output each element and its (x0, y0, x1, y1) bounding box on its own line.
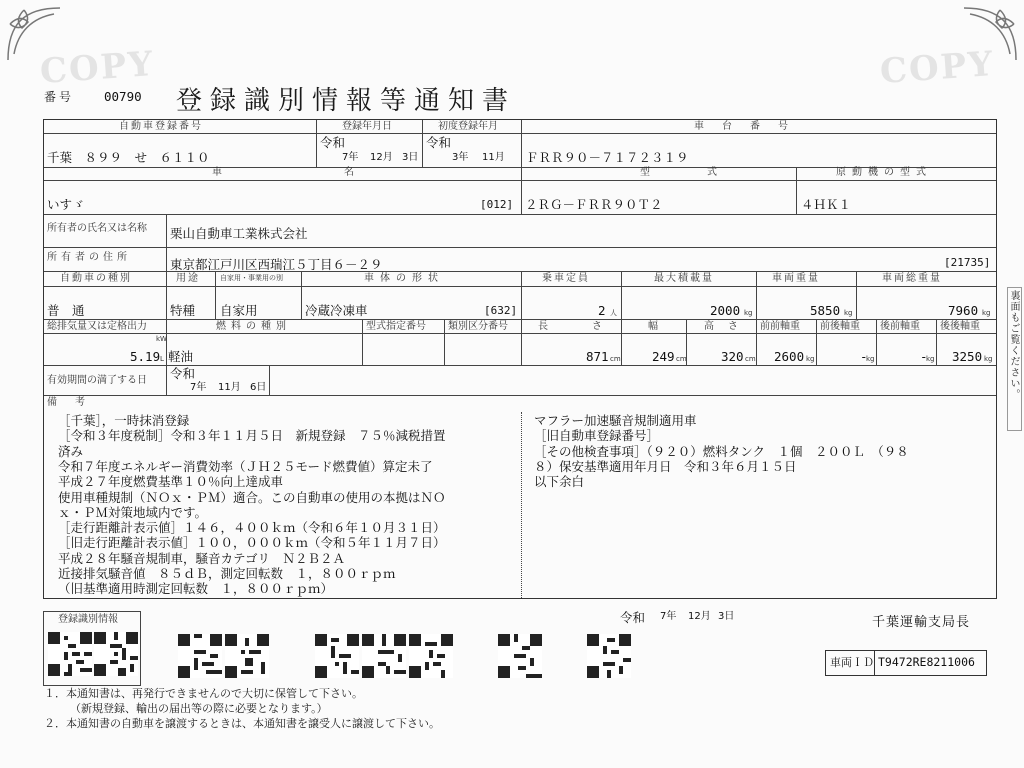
remark-line: ｘ・ＰＭ対策地域内です。 (58, 504, 208, 520)
model-type: ２ＲＧ－ＦＲＲ９０Ｔ２ (525, 197, 663, 212)
remarks-label: 備 考 (47, 397, 89, 408)
displacement-label: 総排気量又は定格出力 (47, 321, 147, 332)
front-front-axle-value: 2600 (774, 349, 805, 364)
type-designation-label: 型式指定番号 (366, 321, 426, 332)
length-unit: cm (610, 355, 621, 363)
issue-month: 12月 (688, 611, 711, 622)
note-1b: （新規登録、輸出の届出等の際に必要となります。） (70, 702, 328, 715)
rear-front-axle-unit: kg (926, 355, 935, 363)
front-rear-axle-value: - (860, 349, 868, 364)
reg-month: 12月 (370, 152, 393, 163)
fuel-type: 軽油 (168, 349, 194, 364)
vehicle-weight-label: 車両重量 (772, 273, 820, 284)
vehicle-id-label: 車両ＩＤ (830, 656, 874, 669)
purpose-label: 自家用・事業用の別 (220, 274, 283, 282)
remark-line: 使用車種規制（ＮＯｘ・ＰＭ）適合。この自動車の使用の本拠はＮＯ (58, 489, 446, 505)
model-label-1: 型 (640, 167, 652, 178)
qr-code-icon (362, 634, 406, 678)
body-shape: 冷蔵冷凍車 (305, 303, 368, 318)
remark-line: ［千葉］，一時抹消登録 (58, 413, 190, 428)
displacement-l-unit: L (160, 355, 164, 363)
rear-rear-axle-unit: kg (984, 355, 993, 363)
remark-line: 平成２８年騒音規制車，騒音カテゴリ Ｎ２Ｂ２Ａ (58, 550, 346, 566)
body-shape-code: [632] (484, 304, 518, 317)
qr-code-icon (48, 632, 92, 676)
displacement-kw-unit: kW (156, 335, 167, 343)
issue-era: 令和 (620, 610, 646, 625)
chassis-label: 車台番号 (694, 121, 806, 132)
qr-info-box (43, 611, 141, 686)
first-reg-label: 初度登録年月 (438, 121, 498, 132)
owner-name-label: 所有者の氏名又は名称 (47, 223, 147, 234)
vehicle-id-box (825, 650, 987, 676)
vehicle-class-label: 自動車の種別 (60, 273, 132, 284)
remark-line: ８）保安基準適用年月日 令和３年６月１５日 (534, 458, 797, 474)
owner-address-label: 所有者の住所 (47, 252, 131, 263)
remark-line: ［令和３年度税制］令和３年１１月５日 新規登録 ７５％減税措置 (58, 428, 446, 444)
vehicle-class: 普 通 (47, 303, 85, 318)
rear-front-axle-label: 後前軸重 (880, 321, 920, 332)
issuer-name: 千葉運輸支局長 (872, 615, 971, 630)
rear-rear-axle-label: 後後軸重 (940, 321, 980, 332)
remark-line: 以下余白 (534, 474, 585, 490)
model-label-2: 式 (707, 167, 719, 178)
remark-line: ［旧自動車登録番号］ (534, 428, 660, 444)
remark-line: 済み (58, 443, 84, 459)
issue-year: 7年 (660, 611, 677, 622)
remark-line: ［その他検査事項］（９２０）燃料タンク １個 ２００Ｌ （９８ (534, 443, 909, 459)
note-1: １．本通知書は、再発行できませんので大切に保管して下さい。 (44, 687, 363, 700)
vehicle-name-code: [012] (480, 198, 514, 211)
expiry-month: 11月 (218, 382, 241, 393)
issue-day: 3日 (718, 611, 735, 622)
remark-line: ［走行距離計表示値］１４６，４００ｋｍ（令和６年１０月３１日） (58, 520, 446, 536)
height-unit: cm (745, 355, 756, 363)
qr-code-icon (315, 634, 359, 678)
vehicle-id: T9472RE8211006 (878, 655, 975, 669)
vehicle-weight-value: 5850 (810, 303, 841, 318)
qr-code-icon (178, 634, 222, 678)
reg-day: 3日 (402, 152, 419, 163)
front-front-axle-label: 前前軸重 (760, 321, 800, 332)
gross-weight-unit: kg (982, 309, 991, 317)
qr-code-icon (225, 634, 269, 678)
capacity-unit: 人 (610, 309, 617, 317)
reg-year: 7年 (342, 152, 359, 163)
first-era: 令和 (426, 135, 452, 150)
length-value: 871 (586, 349, 609, 364)
vehicle-name-label-2: 名 (344, 167, 356, 178)
owner-address-code: [21735] (944, 256, 991, 269)
gross-weight-label: 車両総重量 (882, 273, 942, 284)
qr-code-icon (587, 634, 631, 678)
max-load-label: 最大積載量 (654, 273, 714, 284)
width-label: 幅 (648, 321, 660, 332)
capacity-value: 2 (598, 303, 606, 318)
vehicle-weight-unit: kg (844, 309, 853, 317)
expiry-day: 6日 (250, 382, 267, 393)
note-2: ２．本通知書の自動車を譲渡するときは、本通知書を譲受人に譲渡して下さい。 (44, 717, 440, 730)
copy-watermark-left: COPY (38, 44, 156, 92)
qr-code-icon (94, 632, 138, 676)
front-rear-axle-label: 前後軸重 (820, 321, 860, 332)
expiry-year: 7年 (190, 382, 207, 393)
front-rear-axle-unit: kg (866, 355, 875, 363)
front-front-axle-unit: kg (806, 355, 815, 363)
engine-type: ４ＨＫ１ (801, 197, 852, 212)
doc-title: 登録識別情報等通知書 (176, 86, 517, 116)
engine-type-label: 原動機の型式 (836, 167, 932, 178)
qr-code-icon (409, 634, 453, 678)
reg-era: 令和 (320, 135, 346, 150)
purpose-value: 自家用 (220, 303, 258, 318)
qr-code-icon (498, 634, 542, 678)
registration-form-table (43, 119, 997, 599)
first-year: 3年 (452, 152, 469, 163)
rear-front-axle-value: - (920, 349, 928, 364)
max-load-unit: kg (744, 309, 753, 317)
width-unit: cm (676, 355, 687, 363)
copy-watermark-right: COPY (878, 44, 996, 92)
max-load-value: 2000 (710, 303, 741, 318)
use-value: 特種 (170, 303, 196, 318)
chassis-number: ＦＲＲ９０－７１７２３１９ (526, 150, 689, 165)
gross-weight-value: 7960 (948, 303, 979, 318)
expiry-era: 令和 (170, 366, 196, 381)
height-label: 高さ (704, 321, 752, 332)
first-month: 11月 (482, 152, 505, 163)
remark-line: （旧基準適用時測定回転数 １，８００ｒｐｍ） (58, 581, 334, 597)
remark-line: 令和７年度エネルギー消費効率（ＪＨ２５モード燃費値）算定未了 (58, 458, 433, 474)
rear-rear-axle-value: 3250 (952, 349, 983, 364)
reg-number-label: 自動車登録番号 (119, 121, 203, 132)
body-shape-label: 車体の形状 (364, 273, 444, 284)
reg-date-label: 登録年月日 (342, 121, 392, 132)
height-value: 320 (721, 349, 744, 364)
doc-number: 00790 (104, 89, 142, 104)
capacity-label: 乗車定員 (542, 273, 590, 284)
category-number-label: 類別区分番号 (448, 321, 508, 332)
remark-line: ［旧走行距離計表示値］１００，０００ｋｍ（令和５年１１月７日） (58, 535, 446, 551)
vehicle-name-label-1: 車 (212, 167, 224, 178)
remark-line: マフラー加速騒音規制適用車 (534, 413, 697, 428)
width-value: 249 (652, 349, 675, 364)
vehicle-name: いすゞ (47, 197, 85, 212)
expiry-label: 有効期間の満了する日 (47, 375, 147, 386)
owner-address: 東京都江戸川区西瑞江５丁目６－２９ (170, 257, 383, 272)
owner-name: 栗山自動車工業株式会社 (170, 226, 308, 241)
qr-info-label: 登録識別情報 (58, 614, 118, 625)
use-label: 用途 (176, 273, 200, 284)
length-label: 長さ (538, 321, 646, 332)
remark-line: 近接排気騒音値 ８５ｄＢ，測定回転数 １，８００ｒｐｍ (58, 566, 396, 581)
remark-line: 平成２７年度燃費基準１０％向上達成車 (58, 474, 284, 490)
fuel-type-label: 燃料の種別 (216, 321, 291, 332)
displacement-value: 5.19 (130, 349, 161, 364)
doc-number-label: 番号 (44, 90, 75, 104)
reverse-side-note: 裏面もご覧ください。 (1007, 287, 1022, 431)
reg-number: 千葉 ８９９ せ ６１１０ (47, 150, 210, 165)
